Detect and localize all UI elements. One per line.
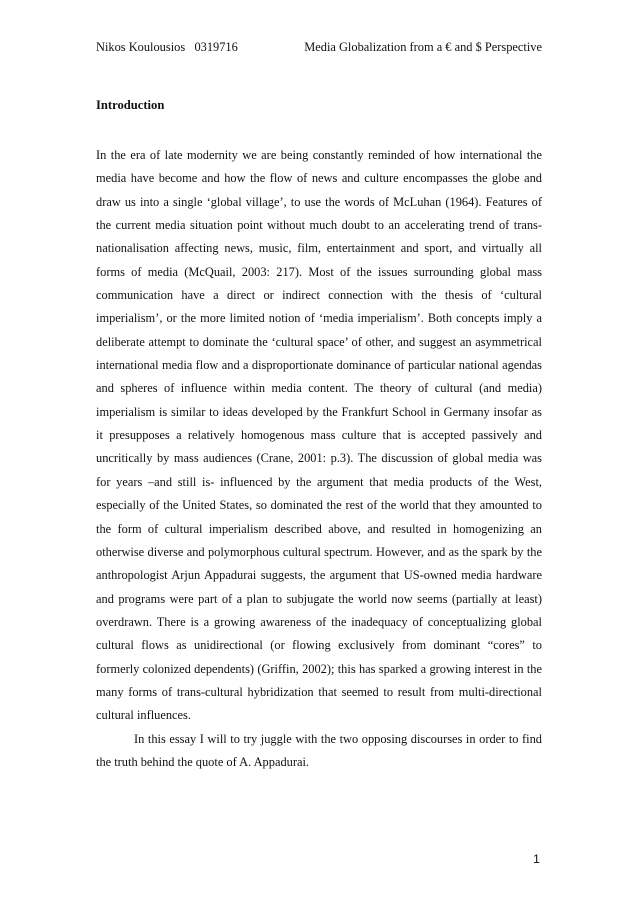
- header-title: Media Globalization from a € and $ Perspective: [304, 40, 542, 54]
- header-author: Nikos Koulousios 0319716: [96, 40, 238, 54]
- paragraph: In the era of late modernity we are being constantly reminded of how international the media have become and how the flow of news and culture encompasses the globe and draw us into a single ‘global village’, to use the words of McLuhan (1964). Features of the current media situation point without much doubt to an accelerating trend of trans-nationalisation affecting news, music, film, entertainment and sport, and virtually all forms of media (McQuail, 2003: 217). Most of the issues surrounding global mass communication have a direct or indirect connection with the thesis of ‘cultural imperialism’, or the more limited notion of ‘media imperialism’. Both concepts imply a deliberate attempt to dominate the ‘cultural space’ of other, and suggest an asymmetrical international media flow and a disproportionate dominance of particular national agendas and spheres of influence within media content. The theory of cultural (and media) imperialism is similar to ideas developed by the Frankfurt School in Germany insofar as it presupposes a relatively homogenous mass culture that is accepted passively and uncritically by mass audiences (Crane, 2001: p.3). The discussion of global media was for years –and still is- influenced by the argument that media products of the West, especially of the United States, so dominated the rest of the world that they amounted to the form of cultural imperialism described above, and resulted in homogenizing an otherwise diverse and polymorphous cultural spectrum. However, and as the spark by the anthropologist Arjun Appadurai suggests, the argument that US-owned media hardware and programs were part of a plan to subjugate the world now seems (partially at least) overdrawn. There is a growing awareness of the inadequacy of conceptualizing global cultural flows as unidirectional (or flowing exclusively from dominant “cores” to formerly colonized dependents) (Griffin, 2002); this has sparked a growing interest in the many forms of trans-cultural hybridization that seemed to result from multi-directional cultural influences.: [96, 148, 542, 723]
- section-body: [96, 144, 542, 774]
- paragraph: In this essay I will to try juggle with the two opposing discourses in order to find the truth behind the quote of A. Appadurai.: [96, 731, 542, 769]
- running-header: [96, 38, 542, 56]
- page-number: 1: [533, 852, 540, 866]
- section-heading: Introduction: [96, 98, 165, 112]
